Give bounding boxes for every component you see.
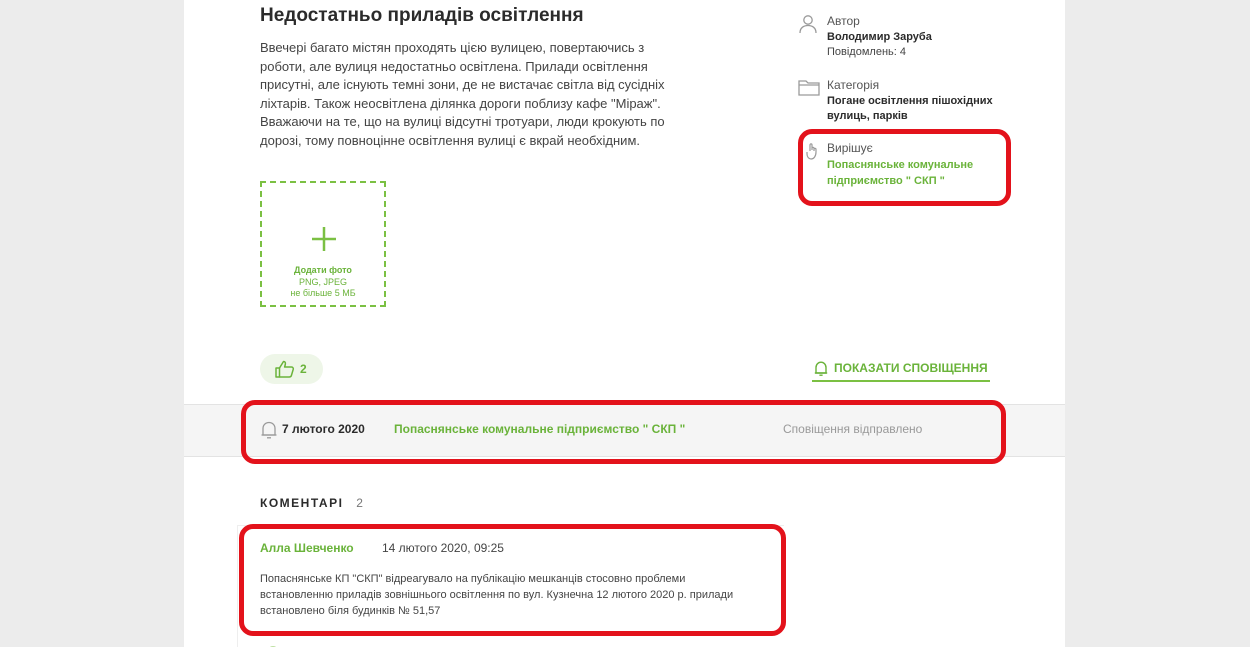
bell-icon bbox=[260, 420, 278, 445]
show-notifications-label: ПОКАЗАТИ СПОВІЩЕННЯ bbox=[834, 361, 988, 375]
like-count: 2 bbox=[300, 362, 307, 376]
author-posts: Повідомлень: 4 bbox=[827, 46, 906, 58]
plus-icon bbox=[311, 226, 337, 257]
add-photo-limit: не більше 5 МБ bbox=[290, 288, 356, 298]
add-photo-label: Додати фото bbox=[294, 265, 352, 275]
comments-title: КОМЕНТАРІ bbox=[260, 496, 344, 510]
notification-org-link[interactable]: Попаснянське комунальне підприємство " СКП " bbox=[394, 422, 686, 436]
notification-status: Сповіщення відправлено bbox=[783, 422, 923, 436]
add-photo-formats: PNG, JPEG bbox=[298, 277, 347, 287]
issue-page bbox=[184, 0, 1065, 647]
add-photo-dropzone[interactable] bbox=[260, 181, 386, 307]
author-label: Автор bbox=[827, 14, 860, 28]
comment-author-link[interactable]: Алла Шевченко bbox=[260, 541, 354, 555]
notification-date: 7 лютого 2020 bbox=[282, 422, 365, 436]
resolver-link[interactable]: Попаснянське комунальне підприємство " СКП " bbox=[827, 159, 974, 187]
comment-item bbox=[237, 525, 784, 647]
show-notifications-button[interactable] bbox=[812, 358, 990, 382]
comments-count: 2 bbox=[356, 496, 363, 510]
reply-icon[interactable] bbox=[264, 643, 282, 647]
comments-heading bbox=[260, 496, 363, 510]
comment-timestamp: 14 лютого 2020, 09:25 bbox=[382, 541, 504, 555]
hand-icon bbox=[806, 142, 820, 165]
issue-title: Недостатньо приладів освітлення bbox=[260, 5, 584, 26]
resolver-label: Вирішує bbox=[827, 141, 873, 155]
user-icon bbox=[798, 14, 818, 39]
notification-row bbox=[184, 404, 1065, 457]
thumbs-up-icon bbox=[275, 360, 295, 383]
folder-icon bbox=[798, 78, 820, 101]
category-value: Погане освітлення пішохідних вулиць, парків bbox=[827, 95, 993, 122]
like-button[interactable] bbox=[260, 354, 323, 384]
author-name: Володимир Заруба bbox=[827, 31, 932, 43]
issue-description: Ввечері багато містян проходять цією вулицею, повертаючись з роботи, але вулиця недостатньо освітлена. Прилади освітлення присутні, але існують темні зони, де не вистачає світла від сусідніх ліхтарів. Також неосвітлена ділянка дороги поблизу кафе "Міраж". Вважаючи на те, що на вулиці відсутні тротуари, люди крокують по дорозі, тому повноцінне освітлення вулиці є вкрай необхідним. bbox=[260, 40, 665, 148]
bell-icon bbox=[814, 360, 828, 382]
comment-text: Попаснянське КП "СКП" відреагувало на публікацію мешканців стосовно проблеми встановленню приладів зовнішнього освітлення по вул. Кузнечна 12 лютого 2020 р. прилади встановлено біля будинків № 51,57 bbox=[260, 573, 734, 617]
category-label: Категорія bbox=[827, 78, 880, 92]
